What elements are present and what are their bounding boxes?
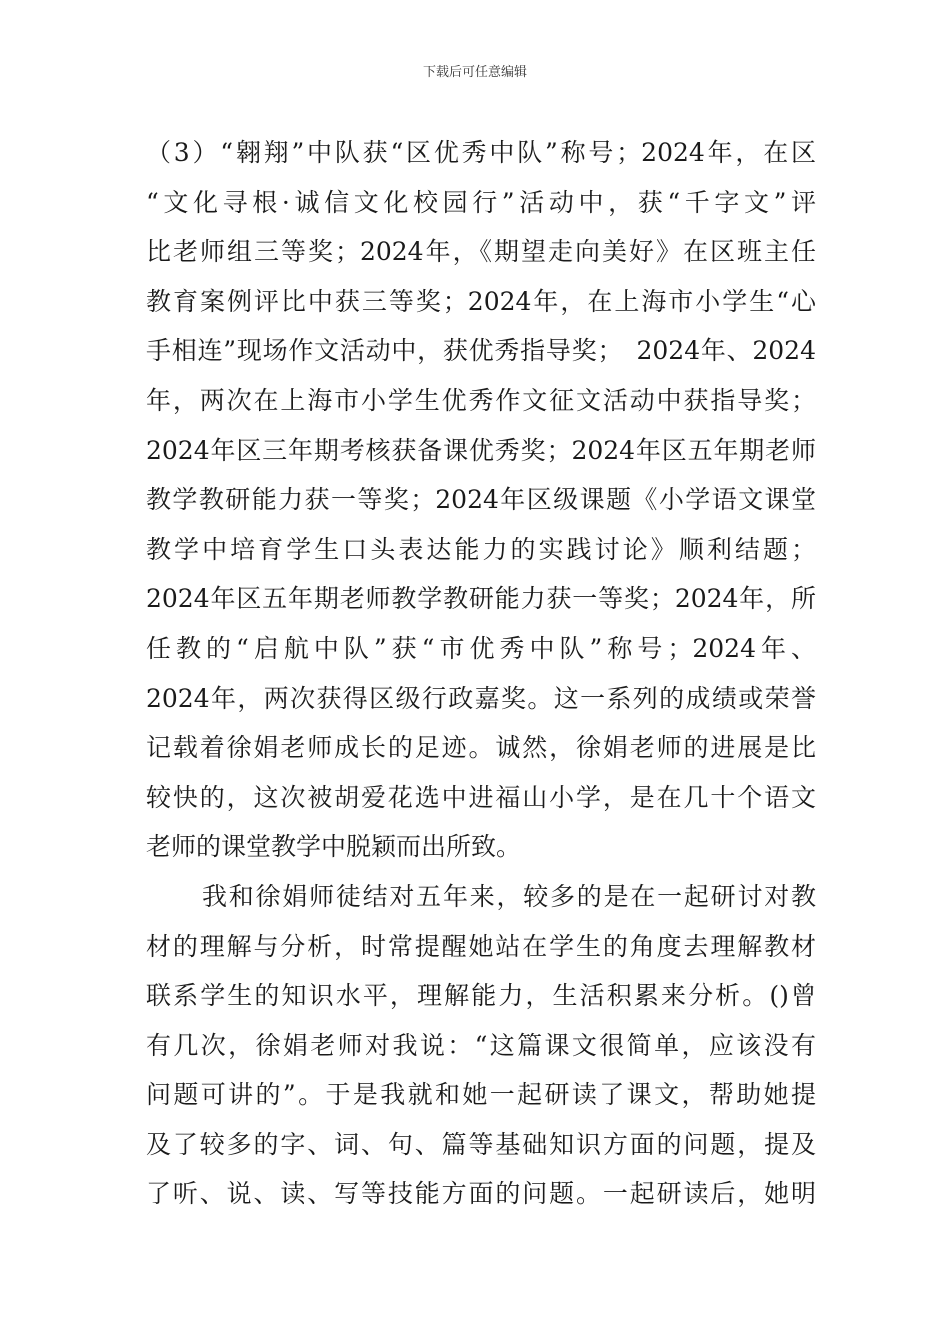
document-body xyxy=(146,128,816,1219)
text-line: 联系学生的知识水平，理解能力，生活积累来分析。()曾 xyxy=(146,981,816,1011)
text-line: 教学中培育学生口头表达能力的实践讨论》顺利结题； xyxy=(146,534,816,564)
page-header: 下载后可任意编辑 xyxy=(422,65,527,80)
text-line: 教学教研能力获一等奖；2024年区级课题《小学语文课堂 xyxy=(146,485,816,515)
text-line: 年，两次在上海市小学生优秀作文征文活动中获指导奖； xyxy=(146,385,816,415)
text-line: 任教的“启航中队”获“市优秀中队”称号；2024年、 xyxy=(146,633,816,663)
text-line: 材的理解与分析，时常提醒她站在学生的角度去理解教材 xyxy=(146,931,816,961)
text-line: “文化寻根·诚信文化校园行”活动中，获“千字文”评 xyxy=(146,187,816,217)
text-line: 2024年区五年期老师教学教研能力获一等奖；2024年，所 xyxy=(146,584,816,614)
text-line: 了听、说、读、写等技能方面的问题。一起研读后，她明 xyxy=(146,1179,816,1209)
text-line: 问题可讲的”。于是我就和她一起研读了课文，帮助她提 xyxy=(146,1080,816,1110)
text-line: 及了较多的字、词、句、篇等基础知识方面的问题，提及 xyxy=(146,1129,816,1159)
text-line: 2024年区三年期考核获备课优秀奖；2024年区五年期老师 xyxy=(146,435,816,465)
text-line: 手相连”现场作文活动中，获优秀指导奖； 2024年、2024 xyxy=(146,336,816,366)
paragraph-1 xyxy=(146,128,816,872)
text-line: 有几次，徐娟老师对我说：“这篇课文很简单，应该没有 xyxy=(146,1030,816,1060)
text-line: 老师的课堂教学中脱颖而出所致。 xyxy=(146,832,522,862)
text-line: 2024年，两次获得区级行政嘉奖。这一系列的成绩或荣誉 xyxy=(146,683,816,713)
text-line: 较快的，这次被胡爱花选中进福山小学，是在几十个语文 xyxy=(146,782,816,812)
text-line: 我和徐娟师徒结对五年来，较多的是在一起研讨对教 xyxy=(202,881,816,911)
text-line: 比老师组三等奖；2024年，《期望走向美好》在区班主任 xyxy=(146,237,816,267)
text-line: 教育案例评比中获三等奖；2024年，在上海市小学生“心 xyxy=(146,286,816,316)
text-line: （3）“翱翔”中队获“区优秀中队”称号；2024年，在区 xyxy=(146,138,816,167)
text-line: 记载着徐娟老师成长的足迹。诚然，徐娟老师的进展是比 xyxy=(146,733,816,763)
paragraph-2 xyxy=(146,872,816,1219)
